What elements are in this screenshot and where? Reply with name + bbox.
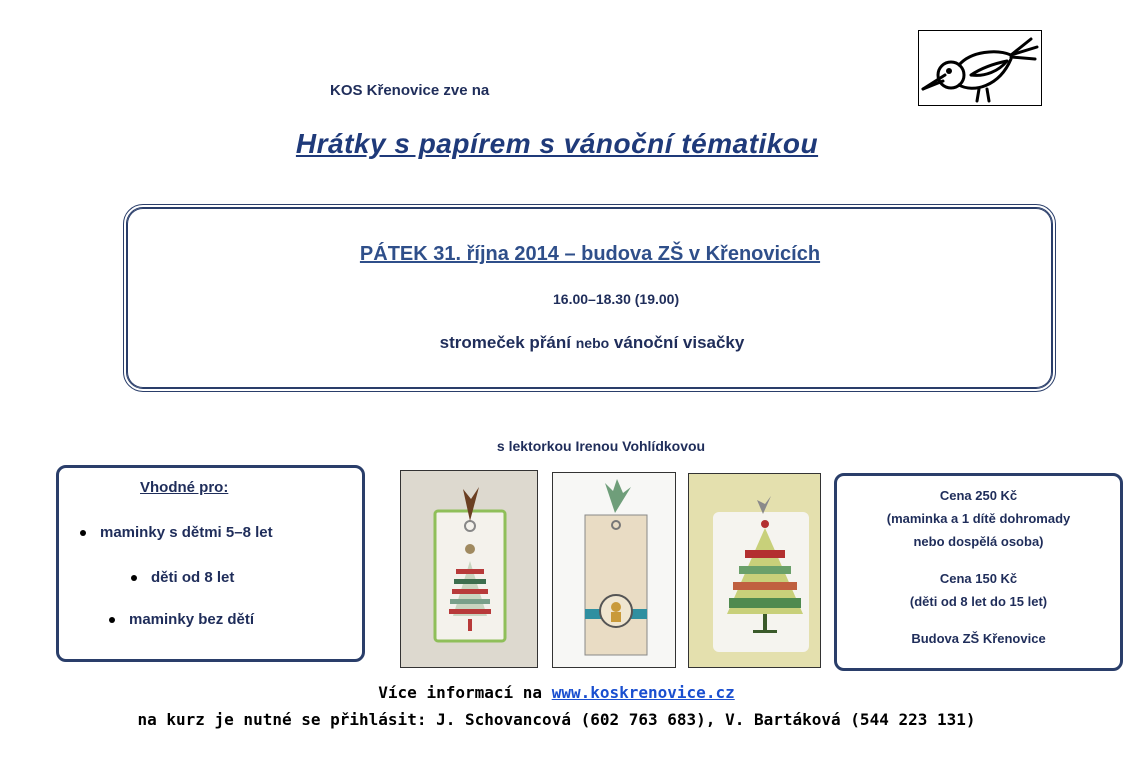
suitable-item: děti od 8 let bbox=[131, 569, 234, 586]
activity-tree: stromeček přání bbox=[439, 333, 571, 352]
suitable-item: maminky s dětmi 5–8 let bbox=[80, 524, 273, 541]
bullet-icon bbox=[80, 530, 86, 536]
activity-tags: vánoční visačky bbox=[613, 333, 745, 352]
bullet-icon bbox=[109, 617, 115, 623]
intro-text: KOS Křenovice zve na bbox=[330, 82, 490, 99]
venue: Budova ZŠ Křenovice bbox=[911, 631, 1046, 646]
more-info bbox=[0, 683, 1113, 702]
event-time: 16.00–18.30 (19.00) bbox=[553, 291, 680, 307]
suitable-heading: Vhodné pro: bbox=[140, 479, 229, 496]
activity-or: nebo bbox=[575, 335, 610, 351]
photo-tree-tag-2 bbox=[688, 473, 821, 668]
website-link[interactable]: www.koskrenovice.cz bbox=[551, 683, 735, 702]
bullet-icon bbox=[131, 575, 137, 581]
event-activity bbox=[0, 333, 1136, 353]
signup-text: na kurz je nutné se přihlásit: J. Schovancová (602 763 683), V. Bartáková (544 223 131) bbox=[137, 710, 976, 729]
bird-logo-icon bbox=[918, 30, 1042, 106]
price-2-note: (děti od 8 let do 15 let) bbox=[909, 594, 1048, 609]
price-2: Cena 150 Kč bbox=[939, 571, 1018, 586]
event-date-place: PÁTEK 31. října 2014 – budova ZŠ v Křenovicích bbox=[359, 243, 821, 265]
photo-angel-tag bbox=[552, 472, 676, 668]
price-1-note-2: nebo dospělá osoba) bbox=[913, 534, 1044, 549]
price-1-note: (maminka a 1 dítě dohromady bbox=[886, 511, 1071, 526]
lector-text: s lektorkou Irenou Vohlídkovou bbox=[496, 438, 706, 454]
photo-tree-tag-1 bbox=[400, 470, 538, 668]
more-info-prefix: Více informací na bbox=[378, 683, 543, 702]
price-1: Cena 250 Kč bbox=[939, 488, 1018, 503]
suitable-item: maminky bez dětí bbox=[109, 611, 254, 628]
page-title: Hrátky s papírem s vánoční tématikou bbox=[295, 128, 819, 159]
